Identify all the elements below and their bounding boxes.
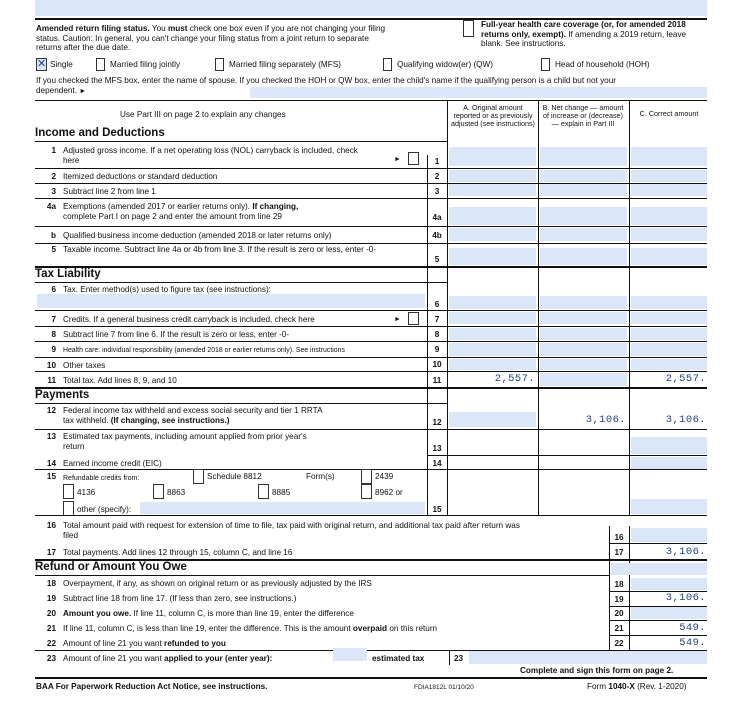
- arrow-1: ►: [394, 156, 401, 163]
- f8863-checkbox[interactable]: [153, 484, 164, 499]
- l9-a[interactable]: [449, 343, 536, 356]
- l7-c[interactable]: [631, 312, 707, 324]
- col-c-left: [629, 101, 630, 515]
- l12-b-value[interactable]: 3,106.: [585, 414, 626, 426]
- l7-b[interactable]: [540, 312, 627, 324]
- single-checkbox[interactable]: ✕: [37, 58, 47, 70]
- other-credit-field[interactable]: [140, 502, 425, 514]
- mfs-note: If you checked the MFS box, enter the name of spouse. If you checked the HOH or QW box, enter the child's name if the qualifying person is a child but not your dependent. ►: [36, 76, 616, 95]
- col-a-header: A. Original amount reported or as previously adjusted (see instructions): [451, 103, 535, 129]
- section-payments: Payments: [35, 389, 90, 401]
- rule-5: [35, 266, 707, 268]
- l12-c-value[interactable]: 3,106.: [665, 414, 706, 426]
- col-b-header: B. Net change — amount of increase or (decrease) — explain in Part III: [542, 103, 624, 129]
- tax-method-field[interactable]: [37, 294, 425, 308]
- l11-a-value[interactable]: 2,557.: [494, 373, 535, 385]
- filing-status-heading: Amended return filing status.: [36, 24, 150, 33]
- l8-a[interactable]: [449, 328, 536, 340]
- boxnum-19: 19: [614, 595, 624, 604]
- rule-6: [35, 310, 707, 311]
- boxnum-7: 7: [434, 315, 440, 324]
- col-b-left: [538, 101, 539, 515]
- line8-label: Subtract line 7 from line 6. If the result is zero or less, enter -0-: [63, 330, 290, 339]
- line4b-label: Qualified business income deduction (amended 2018 or later returns only): [63, 231, 332, 240]
- single-label: Single: [50, 60, 73, 69]
- qw-label: Qualifying widow(er) (QW): [397, 60, 493, 69]
- rule-4b: [35, 243, 707, 244]
- line4a-label: Exemptions (amended 2017 or earlier returns only). If changing, complete Part I on page 2 and enter the amount from line 29: [63, 202, 299, 221]
- rule-13: [427, 455, 707, 456]
- boxnum-4b: 4b: [432, 231, 442, 240]
- refund-header-field: [611, 563, 707, 575]
- l16-c[interactable]: [631, 528, 707, 542]
- qw-checkbox[interactable]: [383, 58, 392, 71]
- line13-label: Estimated tax payments, including amount applied from prior year's return: [63, 432, 307, 451]
- l10-a[interactable]: [449, 359, 536, 370]
- status-rule: [35, 100, 707, 101]
- f4136-checkbox[interactable]: [63, 484, 74, 499]
- section-refund: Refund or Amount You Owe: [35, 561, 187, 573]
- boxnum-8: 8: [434, 330, 440, 339]
- other-credit-checkbox[interactable]: [63, 501, 74, 516]
- l10-b[interactable]: [540, 359, 627, 370]
- boxnum-9: 9: [434, 345, 440, 354]
- boxnum-16: 16: [614, 533, 624, 542]
- rule-2: [35, 183, 707, 184]
- filing-status-text: Amended return filing status. You must check one box even if you are not changing your filing status. Caution: In general, you can't change your filing status from a joint return to separate returns after the due date.: [36, 24, 386, 53]
- rule-4a: [35, 226, 707, 227]
- sign-note: Complete and sign this form on page 2.: [520, 666, 674, 675]
- line14-label: Earned income credit (EIC): [63, 459, 162, 468]
- l14-c[interactable]: [631, 457, 707, 469]
- line15-label: Refundable credits from:: [63, 475, 140, 482]
- l15-c[interactable]: [631, 499, 707, 514]
- l11-b[interactable]: [540, 373, 627, 386]
- line10-label: Other taxes: [63, 361, 106, 370]
- l17-c-value[interactable]: 3,106.: [665, 546, 706, 558]
- l8-c[interactable]: [631, 328, 707, 340]
- boxnum-5: 5: [434, 255, 440, 264]
- l5-c[interactable]: [631, 248, 707, 265]
- rule-8: [35, 341, 707, 342]
- boxnum-10: 10: [432, 360, 442, 369]
- hoh-label: Head of household (HOH): [555, 60, 650, 69]
- l20-c[interactable]: [631, 607, 707, 619]
- payments-rule: [35, 403, 447, 404]
- income-rule: [35, 141, 447, 142]
- boxnum-17: 17: [614, 548, 624, 557]
- mfs-label: Married filing separately (MFS): [229, 60, 341, 69]
- l3-b[interactable]: [540, 184, 627, 196]
- l5-a[interactable]: [449, 248, 536, 265]
- line3-label: Subtract line 2 from line 1: [63, 187, 156, 196]
- l2-b[interactable]: [540, 170, 627, 182]
- line20-label: Amount you owe. If line 11, column C, is more than line 19, enter the difference: [63, 609, 354, 618]
- f8885-checkbox[interactable]: [258, 484, 269, 499]
- rule-16: [609, 543, 707, 544]
- rule-21: [609, 635, 707, 636]
- l4b-b[interactable]: [540, 228, 627, 241]
- nol-checkbox[interactable]: [408, 152, 419, 165]
- l11-c-value[interactable]: 2,557.: [665, 373, 706, 385]
- l9-c[interactable]: [631, 343, 707, 356]
- rule-7: [35, 326, 707, 327]
- boxnum-14: 14: [432, 459, 442, 468]
- form-code: FDIA1812L 01/10/20: [414, 684, 474, 691]
- f2439-checkbox[interactable]: [361, 469, 372, 484]
- boxnum-15: 15: [432, 505, 442, 514]
- boxnum-4a: 4a: [432, 213, 442, 222]
- l4b-c[interactable]: [631, 228, 707, 241]
- l19-c-value[interactable]: 3,106.: [665, 592, 706, 604]
- boxnum-6: 6: [434, 300, 440, 309]
- l4a-c[interactable]: [631, 207, 707, 225]
- gbc-checkbox[interactable]: [408, 312, 419, 325]
- line6-label: Tax. Enter method(s) used to figure tax (see instructions):: [63, 285, 271, 294]
- sched8812-checkbox[interactable]: [193, 469, 204, 484]
- l4b-a[interactable]: [449, 228, 536, 241]
- line19-label: Subtract line 18 from line 17. (If less than zero, see instructions.): [63, 594, 297, 603]
- boxnum-20: 20: [614, 609, 624, 618]
- top-fields-strip: [35, 0, 707, 16]
- l6-b[interactable]: [540, 296, 627, 309]
- boxnum-2: 2: [434, 172, 440, 181]
- l5-b[interactable]: [540, 248, 627, 265]
- boxnum-3: 3: [434, 187, 440, 196]
- section-income: Income and Deductions: [35, 127, 165, 139]
- health-coverage-text: Full-year health care coverage (or, for amended 2018 returns only, exempt). If amending a 2019 return, leave blank. See instructions.: [481, 20, 687, 49]
- l1-a[interactable]: [449, 147, 536, 166]
- l10-c[interactable]: [631, 359, 707, 370]
- boxnum-1: 1: [434, 157, 440, 166]
- l13-c[interactable]: [631, 437, 707, 454]
- boxnum-22: 22: [614, 639, 624, 648]
- boxnum-11: 11: [432, 376, 442, 385]
- mfs-checkbox[interactable]: [215, 58, 224, 71]
- line11-label: Total tax. Add lines 8, 9, and 10: [63, 376, 177, 385]
- l21-c-value[interactable]: 549.: [679, 622, 706, 634]
- rule-9: [35, 357, 707, 358]
- form-id: Form 1040-X (Rev. 1-2020): [587, 682, 687, 691]
- line18-label: Overpayment, if any, as shown on original return or as previously adjusted by the IRS: [63, 579, 372, 588]
- f8962-checkbox[interactable]: [361, 484, 372, 499]
- line5-label: Taxable income. Subtract line 4a or 4b from line 3. If the result is zero or less, enter -0-: [63, 245, 377, 254]
- l7-a[interactable]: [449, 312, 536, 324]
- boxnum-21: 21: [614, 624, 624, 633]
- married-jointly-checkbox[interactable]: [96, 58, 105, 71]
- col-c-header: C. Correct amount: [639, 109, 699, 118]
- l8-b[interactable]: [540, 328, 627, 340]
- health-coverage-checkbox[interactable]: [463, 20, 474, 37]
- l23-field[interactable]: [469, 651, 707, 664]
- rule-15: [35, 515, 707, 516]
- tax-rule: [35, 282, 447, 283]
- baa-text: BAA For Paperwork Reduction Act Notice, see instructions.: [36, 682, 268, 691]
- use-part3-note: Use Part III on page 2 to explain any changes: [120, 110, 286, 119]
- line16-label: Total amount paid with request for extension of time to file, tax paid with original return, and additional tax paid after return was filed: [63, 521, 520, 540]
- boxnum-18: 18: [614, 580, 624, 589]
- line9-label: Health care: individual responsibility (amended 2018 or earlier returns only). See instructions: [63, 347, 345, 354]
- l9-b[interactable]: [540, 343, 627, 356]
- year-field[interactable]: [333, 648, 367, 661]
- line17-label: Total payments. Add lines 12 through 15, column C, and line 16: [63, 548, 293, 557]
- l6-a[interactable]: [449, 296, 536, 309]
- hoh-checkbox[interactable]: [541, 58, 550, 71]
- l23-sep: [449, 651, 450, 665]
- l3-c[interactable]: [631, 184, 707, 196]
- l6-c[interactable]: [631, 296, 707, 309]
- rule-20: [609, 620, 707, 621]
- col-a-left: [447, 101, 448, 515]
- l4a-a[interactable]: [449, 207, 536, 225]
- section-tax: Tax Liability: [35, 268, 101, 280]
- line21-label: If line 11, column C, is less than line 19, enter the difference. This is the amount overpaid on this return: [63, 624, 438, 633]
- line1-label: Adjusted gross income. If a net operating loss (NOL) carryback is included, check here: [63, 146, 358, 165]
- rule-11: [35, 387, 707, 389]
- l3-a[interactable]: [449, 184, 536, 196]
- l12-a[interactable]: [449, 412, 536, 427]
- line7-label: Credits. If a general business credit carryback is included, check here: [63, 315, 315, 324]
- bottom-c-left: [629, 526, 630, 650]
- married-jointly-label: Married filing jointly: [110, 60, 181, 69]
- boxnum-13: 13: [432, 444, 442, 453]
- rule-10: [35, 371, 707, 372]
- arrow-7: ►: [394, 316, 401, 323]
- line12-label: Federal income tax withheld and excess social security and tier 1 RRTA tax withheld. (If changing, see instructions.): [63, 406, 323, 425]
- l2-a[interactable]: [449, 170, 536, 182]
- l1-b[interactable]: [540, 147, 627, 166]
- rule-1: [35, 168, 707, 169]
- boxnum-12: 12: [432, 418, 442, 427]
- spouse-name-field[interactable]: [250, 87, 707, 98]
- footer-rule: [35, 677, 707, 679]
- l22-c-value[interactable]: 549.: [679, 637, 706, 649]
- l2-c[interactable]: [631, 170, 707, 182]
- line22-label: Amount of line 21 you want refunded to you: [63, 639, 226, 648]
- line23-label: Amount of line 21 you want applied to your (enter year):: [63, 654, 273, 663]
- l1-c[interactable]: [631, 147, 707, 166]
- l4a-b[interactable]: [540, 207, 627, 225]
- line2-label: Itemized deductions or standard deduction: [63, 172, 218, 181]
- refund-rule: [35, 575, 609, 576]
- rule-12: [35, 429, 707, 430]
- rule-3: [35, 198, 707, 199]
- l18-c[interactable]: [631, 578, 707, 590]
